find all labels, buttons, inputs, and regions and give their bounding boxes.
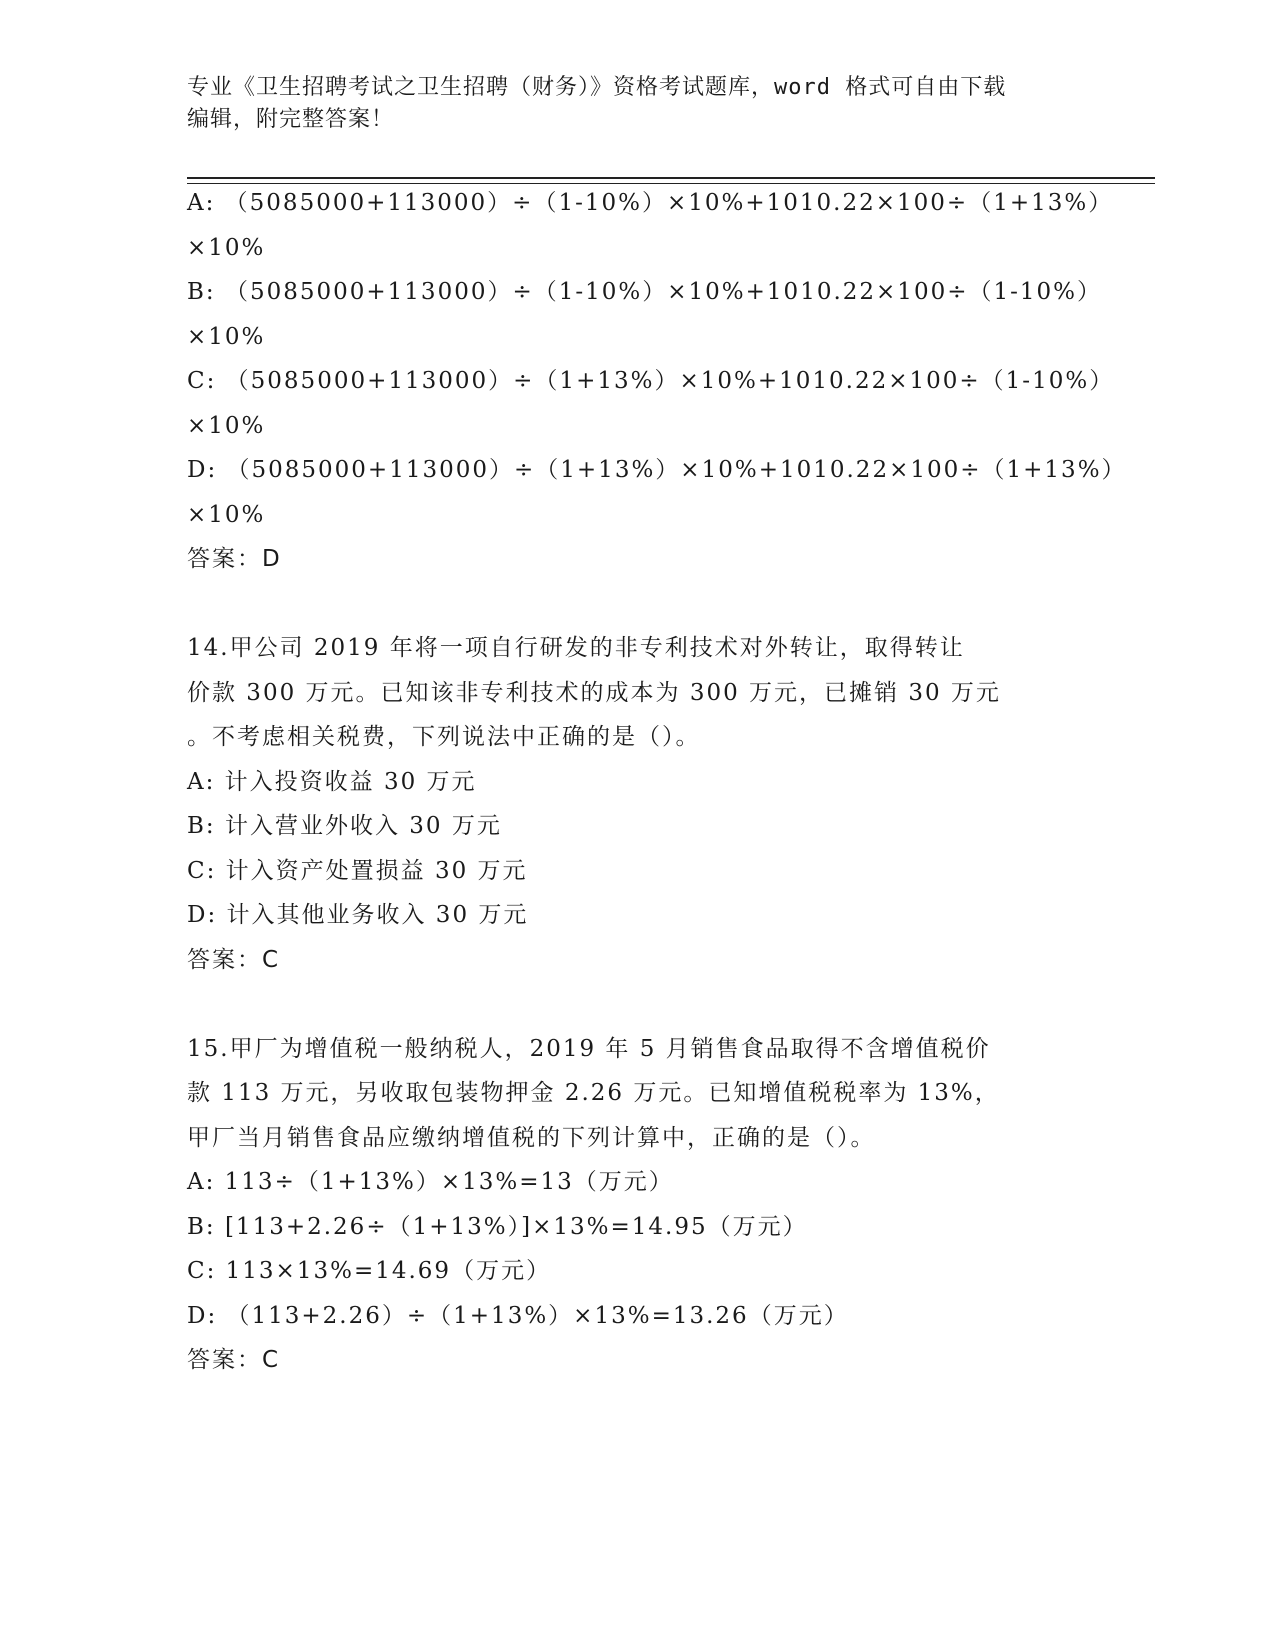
- q13-option-c-cont: ×10%: [187, 413, 266, 439]
- q13-answer: 答案：D: [187, 546, 282, 572]
- q15-option-d: D: （113+2.26）÷（1+13%）×13%=13.26（万元）: [187, 1303, 849, 1329]
- document-header: [187, 72, 1087, 136]
- q14-option-d: D: 计入其他业务收入 30 万元: [187, 902, 529, 928]
- q14-stem-line-2: 价款 300 万元。已知该非专利技术的成本为 300 万元，已摊销 30 万元: [187, 680, 1001, 706]
- q13-option-b: B: （5085000+113000）÷（1-10%）×10%+1010.22×100÷（1-10%）: [187, 279, 1103, 305]
- q15-stem-line-2: 款 113 万元，另收取包装物押金 2.26 万元。已知增值税税率为 13%，: [187, 1080, 1000, 1106]
- q15-answer: 答案：C: [187, 1347, 281, 1373]
- q15-option-a: A: 113÷（1+13%）×13%=13（万元）: [187, 1169, 674, 1195]
- q14-stem-line-3: 。不考虑相关税费，下列说法中正确的是（）。: [187, 724, 701, 750]
- header-divider-thin: [187, 183, 1155, 184]
- q14-option-c: C: 计入资产处置损益 30 万元: [187, 858, 528, 884]
- q14-answer: 答案：C: [187, 947, 281, 973]
- header-line-2: 编辑，附完整答案！: [187, 107, 395, 132]
- q13-option-a: A: （5085000+113000）÷（1-10%）×10%+1010.22×100÷（1+13%）: [187, 190, 1114, 216]
- q13-option-b-cont: ×10%: [187, 324, 266, 350]
- q13-option-c: C: （5085000+113000）÷（1+13%）×10%+1010.22×100÷（1-10%）: [187, 368, 1115, 394]
- q14-option-a: A: 计入投资收益 30 万元: [187, 769, 477, 795]
- header-divider-thick: [187, 177, 1155, 179]
- q15-stem-line-3: 甲厂当月销售食品应缴纳增值税的下列计算中，正确的是（）。: [187, 1125, 876, 1151]
- q15-option-b: B: [113+2.26÷（1+13%）]×13%=14.95（万元）: [187, 1214, 808, 1240]
- q14-option-b: B: 计入营业外收入 30 万元: [187, 813, 502, 839]
- q14-stem-line-1: 14.甲公司 2019 年将一项自行研发的非专利技术对外转让，取得转让: [187, 635, 965, 661]
- header-line-1: 专业《卫生招聘考试之卫生招聘（财务）》资格考试题库，word 格式可自由下载: [187, 75, 1007, 100]
- q15-stem-line-1: 15.甲厂为增值税一般纳税人，2019 年 5 月销售食品取得不含增值税价: [187, 1036, 991, 1062]
- q15-option-c: C: 113×13%=14.69（万元）: [187, 1258, 552, 1284]
- q13-option-a-cont: ×10%: [187, 235, 266, 261]
- q13-option-d: D: （5085000+113000）÷（1+13%）×10%+1010.22×100÷（1+13%）: [187, 457, 1127, 483]
- q13-option-d-cont: ×10%: [187, 502, 266, 528]
